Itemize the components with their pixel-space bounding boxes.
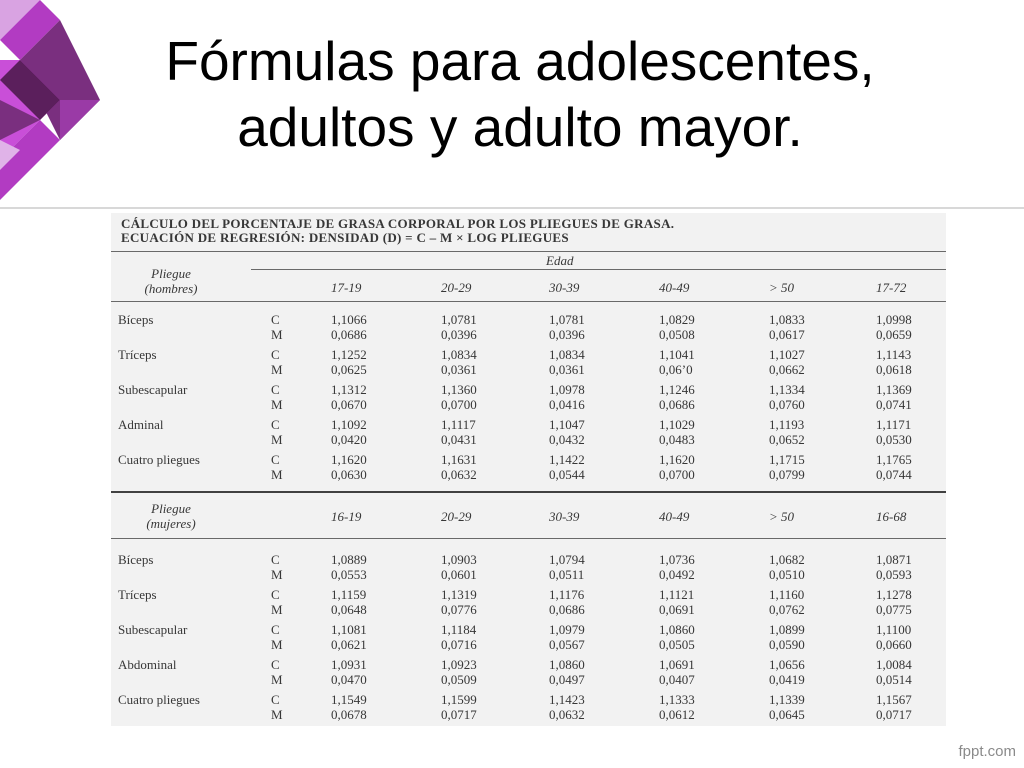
men-age-group: 20-29 — [441, 280, 472, 295]
men-m-value: 0,0632 — [441, 467, 477, 482]
coef-m-label: M — [271, 602, 283, 617]
men-m-value: 0,0396 — [549, 327, 585, 342]
men-c-value: 1,1765 — [876, 452, 912, 467]
coef-c-label: C — [271, 622, 280, 637]
women-c-value: 1,1159 — [331, 587, 367, 602]
women-c-value: 1,0889 — [331, 552, 367, 567]
coef-m-label: M — [271, 432, 283, 447]
slide-title — [100, 28, 940, 160]
women-c-value: 1,0736 — [659, 552, 695, 567]
women-m-value: 0,0691 — [659, 602, 695, 617]
men-c-value: 1,1143 — [876, 347, 912, 362]
coef-m-label: M — [271, 707, 283, 722]
women-pliegue-sublabel: (mujeres) — [146, 516, 196, 531]
edad-rule — [251, 269, 946, 270]
women-c-value: 1,1278 — [876, 587, 912, 602]
women-c-value: 1,0794 — [549, 552, 585, 567]
women-age-group: 20-29 — [441, 509, 472, 524]
men-c-value: 1,1171 — [876, 417, 912, 432]
men-m-value: 0,0361 — [441, 362, 477, 377]
men-m-value: 0,0686 — [331, 327, 367, 342]
men-c-value: 1,1312 — [331, 382, 367, 397]
women-m-value: 0,0590 — [769, 637, 805, 652]
coef-c-label: C — [271, 657, 280, 672]
women-c-value: 1,1160 — [769, 587, 805, 602]
women-m-value: 0,0762 — [769, 602, 805, 617]
coef-m-label: M — [271, 467, 283, 482]
coef-c-label: C — [271, 587, 280, 602]
table-header-line-2: ECUACIÓN DE REGRESIÓN: DENSIDAD (D) = C – M × LOG PLIEGUES — [121, 230, 569, 245]
women-c-value: 1,0860 — [659, 622, 695, 637]
women-row-name: Subescapular — [118, 622, 188, 637]
women-c-value: 1,1599 — [441, 692, 477, 707]
women-row-name: Cuatro pliegues — [118, 692, 200, 707]
women-c-value: 1,1423 — [549, 692, 585, 707]
women-header-rule — [111, 538, 946, 539]
men-m-value: 0,0700 — [441, 397, 477, 412]
women-m-value: 0,0601 — [441, 567, 477, 582]
coef-c-label: C — [271, 382, 280, 397]
men-age-group: 30-39 — [549, 280, 580, 295]
coef-c-label: C — [271, 552, 280, 567]
men-m-value: 0,0544 — [549, 467, 585, 482]
men-row-name: Subescapular — [118, 382, 188, 397]
women-m-value: 0,0717 — [441, 707, 477, 722]
men-c-value: 1,1193 — [769, 417, 805, 432]
women-c-value: 1,0860 — [549, 657, 585, 672]
header-rule — [111, 251, 946, 252]
men-m-value: 0,06’0 — [659, 362, 693, 377]
men-age-group: 17-19 — [331, 280, 362, 295]
section-divider-rule — [111, 491, 946, 493]
men-pliegue-label: Pliegue — [151, 266, 191, 281]
women-c-value: 1,1121 — [659, 587, 695, 602]
men-c-value: 1,1117 — [441, 417, 476, 432]
women-m-value: 0,0717 — [876, 707, 912, 722]
coef-m-label: M — [271, 327, 283, 342]
women-c-value: 1,1567 — [876, 692, 912, 707]
coef-c-label: C — [271, 417, 280, 432]
coef-m-label: M — [271, 637, 283, 652]
women-c-value: 1,0656 — [769, 657, 805, 672]
men-c-value: 1,1029 — [659, 417, 695, 432]
slide-title-line-1: Fórmulas para adolescentes, — [165, 30, 875, 92]
women-m-value: 0,0419 — [769, 672, 805, 687]
men-m-value: 0,0432 — [549, 432, 585, 447]
men-m-value: 0,0744 — [876, 467, 912, 482]
women-m-value: 0,0686 — [549, 602, 585, 617]
women-row-name: Tríceps — [118, 587, 157, 602]
body-fat-regression-table — [111, 213, 946, 726]
women-age-group: 30-39 — [549, 509, 580, 524]
women-c-value: 1,0084 — [876, 657, 912, 672]
men-c-value: 1,1334 — [769, 382, 805, 397]
men-c-value: 1,1360 — [441, 382, 477, 397]
women-m-value: 0,0776 — [441, 602, 477, 617]
women-c-value: 1,1333 — [659, 692, 695, 707]
women-m-value: 0,0470 — [331, 672, 367, 687]
women-c-value: 1,1319 — [441, 587, 477, 602]
women-c-value: 1,0682 — [769, 552, 805, 567]
men-c-value: 1,1041 — [659, 347, 695, 362]
men-c-value: 1,0829 — [659, 312, 695, 327]
men-m-value: 0,0530 — [876, 432, 912, 447]
men-m-value: 0,0508 — [659, 327, 695, 342]
men-m-value: 0,0396 — [441, 327, 477, 342]
men-m-value: 0,0361 — [549, 362, 585, 377]
women-m-value: 0,0497 — [549, 672, 585, 687]
women-m-value: 0,0510 — [769, 567, 805, 582]
coef-c-label: C — [271, 692, 280, 707]
women-c-value: 1,0931 — [331, 657, 367, 672]
women-m-value: 0,0407 — [659, 672, 695, 687]
men-m-value: 0,0618 — [876, 362, 912, 377]
women-m-value: 0,0660 — [876, 637, 912, 652]
coef-c-label: C — [271, 452, 280, 467]
women-c-value: 1,1549 — [331, 692, 367, 707]
men-age-group: 17-72 — [876, 280, 907, 295]
men-m-value: 0,0617 — [769, 327, 805, 342]
women-c-value: 1,0979 — [549, 622, 585, 637]
women-m-value: 0,0514 — [876, 672, 912, 687]
coef-m-label: M — [271, 672, 283, 687]
women-m-value: 0,0511 — [549, 567, 585, 582]
women-row-name: Bíceps — [118, 552, 154, 567]
coef-m-label: M — [271, 362, 283, 377]
coef-c-label: C — [271, 347, 280, 362]
men-m-value: 0,0700 — [659, 467, 695, 482]
men-c-value: 1,0781 — [549, 312, 585, 327]
women-age-group: 16-19 — [331, 509, 362, 524]
men-c-value: 1,1252 — [331, 347, 367, 362]
women-m-value: 0,0567 — [549, 637, 585, 652]
men-m-value: 0,0652 — [769, 432, 805, 447]
men-m-value: 0,0670 — [331, 397, 367, 412]
women-m-value: 0,0775 — [876, 602, 912, 617]
men-c-value: 1,1066 — [331, 312, 367, 327]
men-row-name: Bíceps — [118, 312, 154, 327]
women-c-value: 1,1081 — [331, 622, 367, 637]
men-c-value: 1,0781 — [441, 312, 477, 327]
men-m-value: 0,0799 — [769, 467, 805, 482]
women-m-value: 0,0509 — [441, 672, 477, 687]
men-age-group: 40-49 — [659, 280, 690, 295]
men-m-value: 0,0662 — [769, 362, 805, 377]
coef-c-label: C — [271, 312, 280, 327]
women-c-value: 1,0691 — [659, 657, 695, 672]
men-c-value: 1,1246 — [659, 382, 695, 397]
women-c-value: 1,0871 — [876, 552, 912, 567]
men-c-value: 1,1027 — [769, 347, 805, 362]
coef-m-label: M — [271, 567, 283, 582]
men-age-group: > 50 — [769, 280, 795, 295]
edad-label: Edad — [546, 253, 574, 268]
women-m-value: 0,0553 — [331, 567, 367, 582]
men-c-value: 1,0978 — [549, 382, 585, 397]
men-m-value: 0,0625 — [331, 362, 367, 377]
men-c-value: 1,1715 — [769, 452, 805, 467]
men-header-rule — [111, 301, 946, 302]
men-c-value: 1,0834 — [441, 347, 477, 362]
men-row-name: Adminal — [118, 417, 164, 432]
men-row-name: Cuatro pliegues — [118, 452, 200, 467]
women-m-value: 0,0648 — [331, 602, 367, 617]
women-c-value: 1,0923 — [441, 657, 477, 672]
table-header — [121, 217, 941, 245]
women-m-value: 0,0593 — [876, 567, 912, 582]
women-c-value: 1,1176 — [549, 587, 585, 602]
women-c-value: 1,0899 — [769, 622, 805, 637]
men-c-value: 1,0833 — [769, 312, 805, 327]
men-c-value: 1,1422 — [549, 452, 585, 467]
men-c-value: 1,1047 — [549, 417, 585, 432]
men-m-value: 0,0760 — [769, 397, 805, 412]
table-header-line-1: CÁLCULO DEL PORCENTAJE DE GRASA CORPORAL POR LOS PLIEGUES DE GRASA. — [121, 216, 675, 231]
women-m-value: 0,0612 — [659, 707, 695, 722]
men-pliegue-sublabel: (hombres) — [144, 281, 198, 296]
decorative-diamond-ornament — [0, 0, 110, 215]
women-m-value: 0,0678 — [331, 707, 367, 722]
men-c-value: 1,1092 — [331, 417, 367, 432]
men-m-value: 0,0741 — [876, 397, 912, 412]
men-c-value: 1,1369 — [876, 382, 912, 397]
women-m-value: 0,0505 — [659, 637, 695, 652]
women-row-name: Abdominal — [118, 657, 177, 672]
men-m-value: 0,0686 — [659, 397, 695, 412]
men-c-value: 1,0998 — [876, 312, 912, 327]
women-age-group: > 50 — [769, 509, 795, 524]
men-c-value: 1,1620 — [331, 452, 367, 467]
women-c-value: 1,1184 — [441, 622, 477, 637]
coef-m-label: M — [271, 397, 283, 412]
women-age-group: 16-68 — [876, 509, 907, 524]
women-m-value: 0,0492 — [659, 567, 695, 582]
women-pliegue-label: Pliegue — [151, 501, 191, 516]
slide-title-line-2: adultos y adulto mayor. — [237, 96, 803, 158]
fppt-watermark: fppt.com — [958, 743, 1016, 760]
men-m-value: 0,0630 — [331, 467, 367, 482]
men-c-value: 1,0834 — [549, 347, 585, 362]
men-m-value: 0,0659 — [876, 327, 912, 342]
women-m-value: 0,0645 — [769, 707, 805, 722]
women-m-value: 0,0621 — [331, 637, 367, 652]
men-c-value: 1,1631 — [441, 452, 477, 467]
women-c-value: 1,0903 — [441, 552, 477, 567]
women-m-value: 0,0632 — [549, 707, 585, 722]
men-m-value: 0,0420 — [331, 432, 367, 447]
women-c-value: 1,1339 — [769, 692, 805, 707]
men-m-value: 0,0431 — [441, 432, 477, 447]
men-row-name: Tríceps — [118, 347, 157, 362]
women-m-value: 0,0716 — [441, 637, 477, 652]
title-divider — [0, 207, 1024, 209]
men-c-value: 1,1620 — [659, 452, 695, 467]
women-age-group: 40-49 — [659, 509, 690, 524]
men-m-value: 0,0416 — [549, 397, 585, 412]
men-m-value: 0,0483 — [659, 432, 695, 447]
women-c-value: 1,1100 — [876, 622, 912, 637]
